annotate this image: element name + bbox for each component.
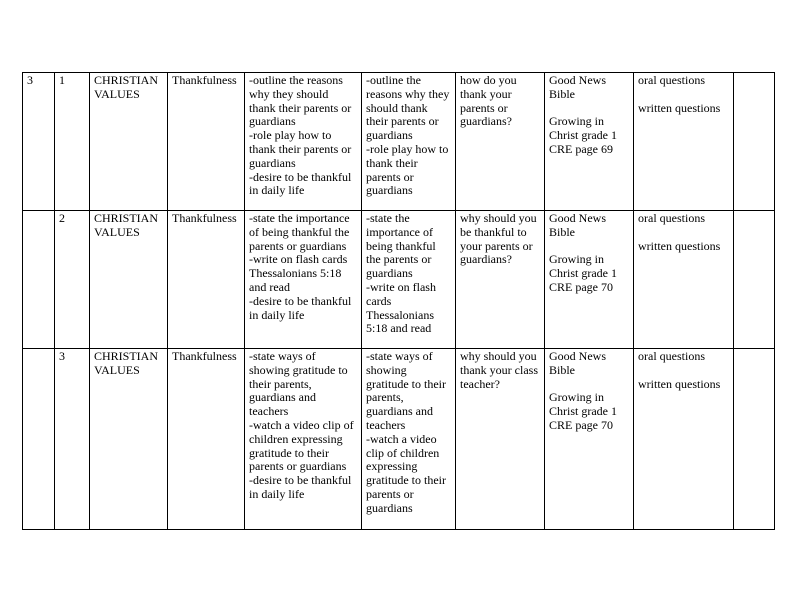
reflection-cell [734, 349, 775, 530]
lesson-cell: 2 [55, 211, 90, 349]
reflection-cell [734, 73, 775, 211]
sub-strand-cell: Thankfulness [168, 211, 245, 349]
week-cell [23, 211, 55, 349]
table-row [23, 349, 775, 530]
experiences-cell: -state the importance of being thankful the parents or guardians -write on flash cards Thessalonians 5:18 and read [362, 211, 456, 349]
outcomes-cell: -state ways of showing gratitude to their parents, guardians and teachers -watch a video clip of children expressing gratitude to their parents or guardians -desire to be thankful in daily life [245, 349, 362, 530]
assessment-cell: oral questions written questions [634, 73, 734, 211]
lesson-cell: 1 [55, 73, 90, 211]
scheme-of-work-table [22, 72, 775, 530]
outcomes-cell: -state the importance of being thankful the parents or guardians -write on flash cards Thessalonians 5:18 and read -desire to be thankful in daily life [245, 211, 362, 349]
experiences-cell: -state ways of showing gratitude to their parents, guardians and teachers -watch a video clip of children expressing gratitude to their parents or guardians [362, 349, 456, 530]
resources-cell: Good News Bible Growing in Christ grade 1 CRE page 70 [545, 211, 634, 349]
strand-cell: CHRISTIAN VALUES [90, 73, 168, 211]
table-row [23, 73, 775, 211]
inquiry-cell: how do you thank your parents or guardians? [456, 73, 545, 211]
outcomes-cell: -outline the reasons why they should thank their parents or guardians -role play how to thank their parents or guardians -desire to be thankful in daily life [245, 73, 362, 211]
resources-cell: Good News Bible Growing in Christ grade 1 CRE page 69 [545, 73, 634, 211]
sub-strand-cell: Thankfulness [168, 73, 245, 211]
lesson-cell: 3 [55, 349, 90, 530]
inquiry-cell: why should you be thankful to your parents or guardians? [456, 211, 545, 349]
week-cell: 3 [23, 73, 55, 211]
strand-cell: CHRISTIAN VALUES [90, 349, 168, 530]
reflection-cell [734, 211, 775, 349]
assessment-cell: oral questions written questions [634, 211, 734, 349]
table-row [23, 211, 775, 349]
week-cell [23, 349, 55, 530]
strand-cell: CHRISTIAN VALUES [90, 211, 168, 349]
experiences-cell: -outline the reasons why they should thank their parents or guardians -role play how to thank their parents or guardians [362, 73, 456, 211]
sub-strand-cell: Thankfulness [168, 349, 245, 530]
assessment-cell: oral questions written questions [634, 349, 734, 530]
inquiry-cell: why should you thank your class teacher? [456, 349, 545, 530]
resources-cell: Good News Bible Growing in Christ grade 1 CRE page 70 [545, 349, 634, 530]
